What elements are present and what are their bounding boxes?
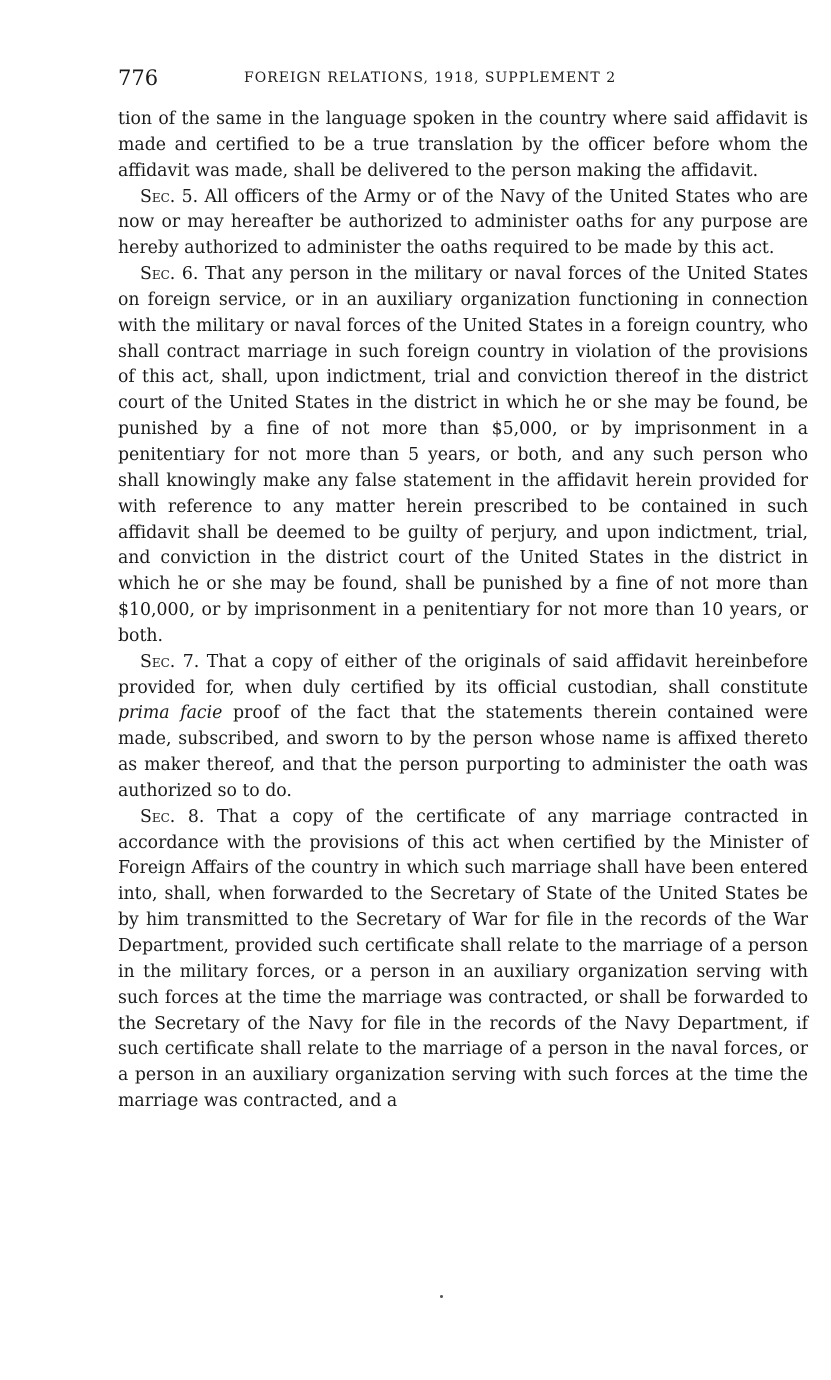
paragraph-text: proof of the fact that the statements therein contained were made, subscribed, and sworn to by the person whose name is affixed thereto as maker thereof, and that the person purporting to administer the oath was authorized so to do. [118,703,808,801]
paragraph-text: That a copy of the certificate of any marriage contracted in accordance with the provisions of this act when certified by the Minister of Foreign Affairs of the country in which such marriage shall have been entered into, shall, when forwarded to the Secretary of State of the United States be by him transmitted to the Secretary of War for file in the records of the War Department, provided such certificate shall relate to the marriage of a person in the military forces, or a person in an auxiliary organization serving with such forces at the time the marriage was contracted, or shall be forwarded to the Secretary of the Navy for file in the records of the Navy Department, if such certificate shall relate to the marriage of a person in the naval forces, or a person in an auxiliary organization serving with such forces at the time the marriage was contracted, and a [118,806,808,1112]
section-6-paragraph [118,262,808,650]
italic-term: prima facie [118,703,223,724]
running-head: FOREIGN RELATIONS, 1918, SUPPLEMENT 2 [244,70,617,86]
section-7-paragraph [118,650,808,805]
section-marker: Sec. 6. [140,264,199,285]
section-5-paragraph [118,185,808,263]
section-marker: Sec. 8. [140,806,205,827]
paragraph-continuation [118,107,808,185]
section-8-paragraph [118,805,808,1115]
paragraph-text: tion of the same in the language spoken in the country where said affidavit is made and certified to be a true translation by the officer before whom the affidavit was made, shall be delivered to the person making the affidavit. [118,109,808,181]
scan-speck [440,1295,443,1298]
body-text [118,107,808,1115]
paragraph-text: That a copy of either of the originals of said affidavit hereinbefore provided for, when duly certified by its official custodian, shall constitute [118,651,808,698]
paragraph-text: That any person in the military or naval forces of the United States on foreign service, or in an auxiliary organization functioning in connection with the military or naval forces of the United States in a foreign country, who shall contract marriage in such foreign country in violation of the provisions of this act, shall, upon indictment, trial and conviction thereof in the district court of the United States in the district in which he or she may be found, be punished by a fine of not more than $5,000, or by imprisonment in a penitentiary for not more than 5 years, or both, and any such person who shall knowingly make any false statement in the affidavit herein provided for with reference to any matter herein prescribed to be contained in such affidavit shall be deemed to be guilty of perjury, and upon indictment, trial, and conviction in the district court of the United States in the district in which he or she may be found, shall be punished by a fine of not more than $10,000, or by imprisonment in a penitentiary for not more than 10 years, or both. [118,264,808,646]
section-marker: Sec. 7. [140,651,200,672]
section-marker: Sec. 5. [140,186,199,207]
page-number: 776 [118,66,159,90]
paragraph-text: All officers of the Army or of the Navy of the United States who are now or may hereafter be authorized to administer oaths for any purpose are hereby authorized to administer the oaths required to be made by this act. [118,186,808,259]
page-header [118,64,808,94]
